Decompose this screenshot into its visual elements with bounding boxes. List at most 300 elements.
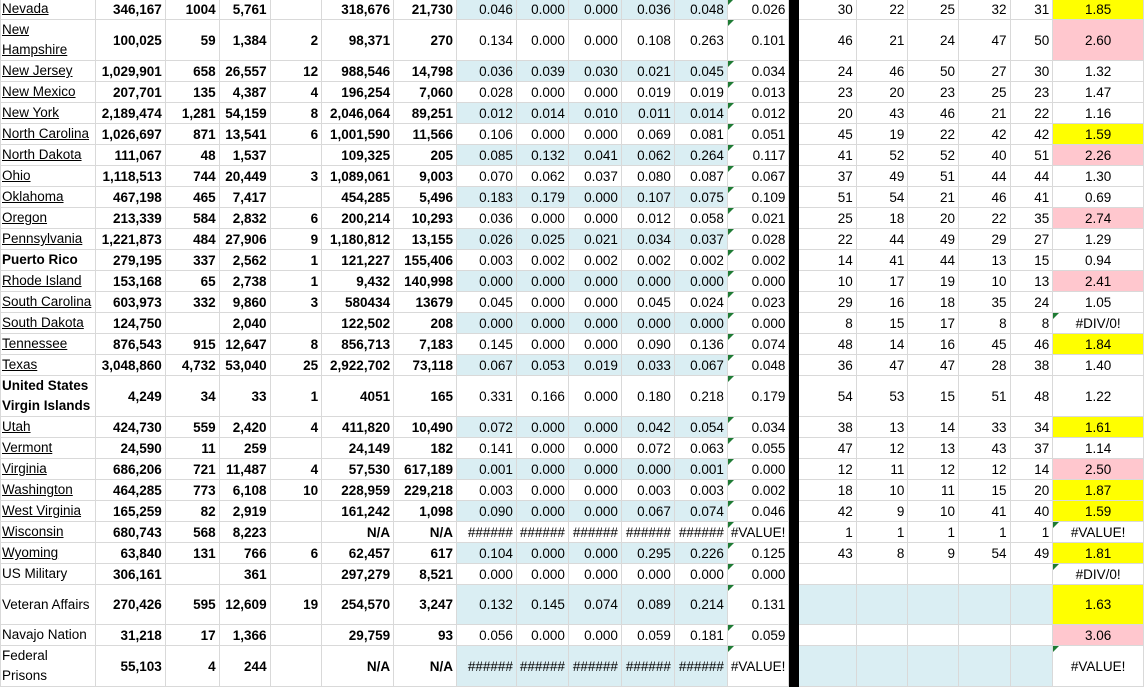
cell-ratio-2[interactable]: 0.145 xyxy=(516,585,568,625)
cell-c3[interactable]: 244 xyxy=(219,646,270,687)
cell-c3[interactable]: 54,159 xyxy=(219,103,270,124)
cell-rank-1[interactable] xyxy=(799,625,857,646)
cell-c5[interactable]: 1,180,812 xyxy=(322,229,394,250)
cell-c5[interactable]: 57,530 xyxy=(322,459,394,480)
cell-rank-1[interactable]: 10 xyxy=(799,271,857,292)
cell-score[interactable]: 1.14 xyxy=(1053,438,1144,459)
cell-rank-1[interactable]: 45 xyxy=(799,124,857,145)
cell-ratio-5[interactable]: 0.054 xyxy=(674,417,727,438)
cell-ratio-4[interactable]: 0.003 xyxy=(621,480,674,501)
cell-c6[interactable]: 9,003 xyxy=(394,166,457,187)
cell-c6[interactable]: 13,155 xyxy=(394,229,457,250)
cell-ratio-3[interactable]: 0.037 xyxy=(568,166,621,187)
cell-rank-2[interactable]: 47 xyxy=(856,355,908,376)
cell-rank-3[interactable]: 49 xyxy=(908,229,959,250)
cell-c6[interactable]: 182 xyxy=(394,438,457,459)
cell-c2[interactable]: 568 xyxy=(165,522,219,543)
cell-score[interactable]: 1.84 xyxy=(1053,334,1144,355)
cell-average[interactable]: 0.034 xyxy=(727,417,789,438)
cell-ratio-5[interactable]: 0.048 xyxy=(674,0,727,20)
cell-rank-5[interactable]: 35 xyxy=(1010,208,1053,229)
cell-ratio-4[interactable]: 0.089 xyxy=(621,585,674,625)
cell-c6[interactable]: 8,521 xyxy=(394,564,457,585)
cell-score[interactable]: #VALUE! xyxy=(1053,646,1144,687)
cell-ratio-1[interactable]: 0.145 xyxy=(456,334,516,355)
cell-ratio-5[interactable]: 0.214 xyxy=(674,585,727,625)
cell-rank-4[interactable]: 22 xyxy=(958,208,1010,229)
cell-ratio-3[interactable]: 0.000 xyxy=(568,20,621,61)
cell-c4[interactable] xyxy=(270,438,322,459)
cell-ratio-5[interactable]: 0.000 xyxy=(674,564,727,585)
cell-c3[interactable]: 27,906 xyxy=(219,229,270,250)
cell-ratio-1[interactable]: 0.000 xyxy=(456,564,516,585)
cell-c2[interactable]: 1004 xyxy=(165,0,219,20)
cell-rank-2[interactable]: 11 xyxy=(856,459,908,480)
cell-rank-2[interactable]: 53 xyxy=(856,376,908,417)
cell-rank-1[interactable] xyxy=(799,585,857,625)
cell-c2[interactable]: 721 xyxy=(165,459,219,480)
cell-ratio-3[interactable]: 0.010 xyxy=(568,103,621,124)
cell-c4[interactable]: 1 xyxy=(270,376,322,417)
cell-ratio-1[interactable]: 0.003 xyxy=(456,480,516,501)
cell-rank-4[interactable]: 46 xyxy=(958,187,1010,208)
cell-c5[interactable]: 580434 xyxy=(322,292,394,313)
cell-c4[interactable]: 12 xyxy=(270,61,322,82)
cell-c5[interactable]: 24,149 xyxy=(322,438,394,459)
cell-c1[interactable]: 55,103 xyxy=(95,646,165,687)
cell-rank-5[interactable]: 27 xyxy=(1010,229,1053,250)
cell-ratio-4[interactable]: 0.000 xyxy=(621,564,674,585)
cell-rank-1[interactable]: 8 xyxy=(799,313,857,334)
cell-ratio-1[interactable]: ###### xyxy=(456,646,516,687)
cell-ratio-3[interactable]: 0.000 xyxy=(568,271,621,292)
cell-average[interactable]: 0.021 xyxy=(727,208,789,229)
cell-rank-5[interactable]: 38 xyxy=(1010,355,1053,376)
cell-ratio-4[interactable]: 0.011 xyxy=(621,103,674,124)
cell-rank-4[interactable] xyxy=(958,564,1010,585)
cell-state-name[interactable]: New Hampshire xyxy=(1,20,96,61)
cell-c2[interactable]: 595 xyxy=(165,585,219,625)
cell-rank-4[interactable]: 8 xyxy=(958,313,1010,334)
cell-rank-3[interactable]: 21 xyxy=(908,187,959,208)
cell-c4[interactable]: 3 xyxy=(270,166,322,187)
cell-rank-2[interactable]: 19 xyxy=(856,124,908,145)
cell-average[interactable]: 0.013 xyxy=(727,82,789,103)
cell-c4[interactable] xyxy=(270,646,322,687)
cell-ratio-5[interactable]: 0.019 xyxy=(674,82,727,103)
cell-c1[interactable]: 2,189,474 xyxy=(95,103,165,124)
cell-rank-4[interactable] xyxy=(958,646,1010,687)
cell-ratio-2[interactable]: 0.000 xyxy=(516,438,568,459)
cell-c4[interactable] xyxy=(270,145,322,166)
cell-average[interactable]: 0.026 xyxy=(727,0,789,20)
cell-ratio-2[interactable]: 0.000 xyxy=(516,82,568,103)
cell-rank-5[interactable]: 1 xyxy=(1010,522,1053,543)
cell-rank-4[interactable]: 54 xyxy=(958,543,1010,564)
cell-c4[interactable]: 19 xyxy=(270,585,322,625)
cell-ratio-5[interactable]: 0.003 xyxy=(674,480,727,501)
cell-ratio-3[interactable]: 0.000 xyxy=(568,0,621,20)
cell-c3[interactable]: 2,919 xyxy=(219,501,270,522)
cell-c5[interactable]: 318,676 xyxy=(322,0,394,20)
cell-ratio-1[interactable]: 0.012 xyxy=(456,103,516,124)
cell-state-name[interactable]: Virginia xyxy=(1,459,96,480)
cell-c4[interactable] xyxy=(270,187,322,208)
cell-rank-1[interactable] xyxy=(799,646,857,687)
cell-rank-3[interactable]: 14 xyxy=(908,417,959,438)
cell-rank-3[interactable]: 23 xyxy=(908,82,959,103)
cell-ratio-4[interactable]: 0.107 xyxy=(621,187,674,208)
cell-ratio-3[interactable]: 0.000 xyxy=(568,208,621,229)
cell-ratio-4[interactable]: 0.059 xyxy=(621,625,674,646)
cell-rank-2[interactable]: 8 xyxy=(856,543,908,564)
cell-average[interactable]: #VALUE! xyxy=(727,522,789,543)
cell-ratio-3[interactable]: 0.000 xyxy=(568,292,621,313)
cell-rank-4[interactable]: 51 xyxy=(958,376,1010,417)
cell-ratio-5[interactable]: 0.087 xyxy=(674,166,727,187)
cell-c5[interactable]: 1,089,061 xyxy=(322,166,394,187)
cell-ratio-4[interactable]: 0.067 xyxy=(621,501,674,522)
cell-ratio-3[interactable]: 0.000 xyxy=(568,480,621,501)
cell-average[interactable]: 0.059 xyxy=(727,625,789,646)
cell-average[interactable]: 0.012 xyxy=(727,103,789,124)
cell-c6[interactable]: 617,189 xyxy=(394,459,457,480)
cell-rank-1[interactable]: 43 xyxy=(799,543,857,564)
cell-rank-1[interactable]: 38 xyxy=(799,417,857,438)
cell-ratio-2[interactable]: 0.025 xyxy=(516,229,568,250)
cell-rank-3[interactable]: 18 xyxy=(908,292,959,313)
cell-c1[interactable]: 165,259 xyxy=(95,501,165,522)
cell-ratio-3[interactable]: 0.000 xyxy=(568,313,621,334)
cell-state-name[interactable]: New York xyxy=(1,103,96,124)
cell-rank-5[interactable]: 31 xyxy=(1010,0,1053,20)
cell-c3[interactable]: 1,384 xyxy=(219,20,270,61)
cell-rank-3[interactable]: 24 xyxy=(908,20,959,61)
cell-ratio-1[interactable]: 0.134 xyxy=(456,20,516,61)
cell-average[interactable]: 0.074 xyxy=(727,334,789,355)
cell-c3[interactable]: 13,541 xyxy=(219,124,270,145)
cell-rank-3[interactable]: 52 xyxy=(908,145,959,166)
cell-ratio-1[interactable]: 0.000 xyxy=(456,313,516,334)
cell-state-name[interactable]: Veteran Affairs xyxy=(1,585,96,625)
cell-c1[interactable]: 346,167 xyxy=(95,0,165,20)
cell-average[interactable]: 0.000 xyxy=(727,313,789,334)
cell-c5[interactable]: 2,922,702 xyxy=(322,355,394,376)
cell-c3[interactable]: 53,040 xyxy=(219,355,270,376)
cell-score[interactable]: 1.47 xyxy=(1053,82,1144,103)
cell-rank-2[interactable]: 54 xyxy=(856,187,908,208)
cell-c6[interactable]: 93 xyxy=(394,625,457,646)
cell-c5[interactable]: N/A xyxy=(322,646,394,687)
cell-rank-3[interactable]: 17 xyxy=(908,313,959,334)
cell-ratio-3[interactable]: 0.000 xyxy=(568,187,621,208)
cell-ratio-1[interactable]: 0.026 xyxy=(456,229,516,250)
cell-ratio-5[interactable]: 0.074 xyxy=(674,501,727,522)
cell-average[interactable]: 0.000 xyxy=(727,271,789,292)
cell-ratio-4[interactable]: 0.021 xyxy=(621,61,674,82)
cell-ratio-5[interactable]: 0.045 xyxy=(674,61,727,82)
cell-ratio-3[interactable]: 0.000 xyxy=(568,501,621,522)
cell-ratio-1[interactable]: 0.106 xyxy=(456,124,516,145)
cell-rank-4[interactable]: 13 xyxy=(958,250,1010,271)
cell-rank-2[interactable] xyxy=(856,564,908,585)
cell-c6[interactable]: 73,118 xyxy=(394,355,457,376)
cell-ratio-3[interactable]: ###### xyxy=(568,646,621,687)
cell-rank-1[interactable]: 48 xyxy=(799,334,857,355)
cell-c3[interactable]: 259 xyxy=(219,438,270,459)
cell-average[interactable]: 0.000 xyxy=(727,564,789,585)
cell-ratio-1[interactable]: 0.072 xyxy=(456,417,516,438)
cell-ratio-4[interactable]: ###### xyxy=(621,646,674,687)
cell-ratio-3[interactable]: 0.030 xyxy=(568,61,621,82)
cell-rank-3[interactable]: 20 xyxy=(908,208,959,229)
cell-average[interactable]: 0.051 xyxy=(727,124,789,145)
cell-score[interactable]: 1.59 xyxy=(1053,501,1144,522)
cell-ratio-3[interactable]: 0.019 xyxy=(568,355,621,376)
cell-ratio-5[interactable]: 0.181 xyxy=(674,625,727,646)
cell-rank-5[interactable]: 24 xyxy=(1010,292,1053,313)
cell-ratio-1[interactable]: 0.331 xyxy=(456,376,516,417)
cell-ratio-3[interactable]: 0.000 xyxy=(568,376,621,417)
cell-ratio-3[interactable]: 0.021 xyxy=(568,229,621,250)
cell-c1[interactable]: 279,195 xyxy=(95,250,165,271)
cell-rank-1[interactable]: 18 xyxy=(799,480,857,501)
cell-ratio-2[interactable]: ###### xyxy=(516,646,568,687)
cell-c3[interactable]: 5,761 xyxy=(219,0,270,20)
cell-rank-4[interactable]: 40 xyxy=(958,145,1010,166)
cell-c6[interactable]: 7,060 xyxy=(394,82,457,103)
cell-c5[interactable]: 98,371 xyxy=(322,20,394,61)
cell-state-name[interactable]: Ohio xyxy=(1,166,96,187)
cell-ratio-5[interactable]: 0.014 xyxy=(674,103,727,124)
cell-rank-5[interactable]: 48 xyxy=(1010,376,1053,417)
cell-rank-2[interactable]: 49 xyxy=(856,166,908,187)
cell-c1[interactable]: 424,730 xyxy=(95,417,165,438)
cell-rank-1[interactable]: 22 xyxy=(799,229,857,250)
cell-average[interactable]: 0.055 xyxy=(727,438,789,459)
cell-ratio-1[interactable]: 0.046 xyxy=(456,0,516,20)
cell-rank-2[interactable]: 46 xyxy=(856,61,908,82)
cell-rank-4[interactable]: 1 xyxy=(958,522,1010,543)
cell-c1[interactable]: 603,973 xyxy=(95,292,165,313)
cell-c3[interactable]: 11,487 xyxy=(219,459,270,480)
cell-rank-4[interactable]: 25 xyxy=(958,82,1010,103)
cell-ratio-3[interactable]: 0.000 xyxy=(568,334,621,355)
cell-ratio-5[interactable]: 0.264 xyxy=(674,145,727,166)
cell-c2[interactable]: 559 xyxy=(165,417,219,438)
cell-state-name[interactable]: US Military xyxy=(1,564,96,585)
cell-c1[interactable]: 207,701 xyxy=(95,82,165,103)
cell-c1[interactable]: 124,750 xyxy=(95,313,165,334)
cell-average[interactable]: 0.034 xyxy=(727,61,789,82)
cell-ratio-4[interactable]: ###### xyxy=(621,522,674,543)
cell-ratio-2[interactable]: 0.000 xyxy=(516,501,568,522)
cell-ratio-3[interactable]: 0.074 xyxy=(568,585,621,625)
cell-c2[interactable]: 4 xyxy=(165,646,219,687)
cell-score[interactable]: 1.40 xyxy=(1053,355,1144,376)
cell-rank-4[interactable]: 28 xyxy=(958,355,1010,376)
cell-ratio-4[interactable]: 0.034 xyxy=(621,229,674,250)
cell-rank-1[interactable]: 12 xyxy=(799,459,857,480)
cell-ratio-1[interactable]: 0.183 xyxy=(456,187,516,208)
cell-rank-2[interactable] xyxy=(856,625,908,646)
cell-c6[interactable]: 208 xyxy=(394,313,457,334)
cell-c2[interactable]: 135 xyxy=(165,82,219,103)
cell-ratio-1[interactable]: 0.036 xyxy=(456,61,516,82)
cell-rank-4[interactable]: 21 xyxy=(958,103,1010,124)
cell-c2[interactable]: 658 xyxy=(165,61,219,82)
cell-c4[interactable]: 25 xyxy=(270,355,322,376)
cell-state-name[interactable]: Wisconsin xyxy=(1,522,96,543)
cell-ratio-5[interactable]: 0.001 xyxy=(674,459,727,480)
cell-c6[interactable]: 10,490 xyxy=(394,417,457,438)
cell-ratio-1[interactable]: 0.070 xyxy=(456,166,516,187)
cell-c6[interactable]: 10,293 xyxy=(394,208,457,229)
cell-ratio-2[interactable]: 0.002 xyxy=(516,250,568,271)
cell-ratio-3[interactable]: 0.000 xyxy=(568,438,621,459)
cell-c2[interactable]: 4,732 xyxy=(165,355,219,376)
cell-ratio-5[interactable]: 0.037 xyxy=(674,229,727,250)
cell-ratio-4[interactable]: 0.000 xyxy=(621,459,674,480)
cell-score[interactable]: 2.60 xyxy=(1053,20,1144,61)
cell-rank-1[interactable]: 42 xyxy=(799,501,857,522)
cell-score[interactable]: 1.85 xyxy=(1053,0,1144,20)
cell-average[interactable]: 0.023 xyxy=(727,292,789,313)
cell-ratio-2[interactable]: 0.000 xyxy=(516,459,568,480)
cell-ratio-1[interactable]: 0.028 xyxy=(456,82,516,103)
cell-ratio-3[interactable]: 0.000 xyxy=(568,459,621,480)
cell-rank-3[interactable]: 50 xyxy=(908,61,959,82)
cell-ratio-5[interactable]: 0.063 xyxy=(674,438,727,459)
cell-ratio-3[interactable]: 0.000 xyxy=(568,543,621,564)
cell-rank-5[interactable] xyxy=(1010,585,1053,625)
cell-state-name[interactable]: Texas xyxy=(1,355,96,376)
cell-c3[interactable]: 2,040 xyxy=(219,313,270,334)
cell-c4[interactable] xyxy=(270,0,322,20)
cell-ratio-1[interactable]: 0.003 xyxy=(456,250,516,271)
cell-rank-2[interactable]: 41 xyxy=(856,250,908,271)
cell-c2[interactable] xyxy=(165,564,219,585)
cell-c4[interactable]: 3 xyxy=(270,292,322,313)
cell-rank-4[interactable]: 41 xyxy=(958,501,1010,522)
cell-ratio-4[interactable]: 0.033 xyxy=(621,355,674,376)
cell-ratio-4[interactable]: 0.069 xyxy=(621,124,674,145)
cell-average[interactable]: 0.067 xyxy=(727,166,789,187)
cell-rank-2[interactable]: 1 xyxy=(856,522,908,543)
cell-ratio-1[interactable]: 0.000 xyxy=(456,271,516,292)
cell-c4[interactable] xyxy=(270,313,322,334)
cell-rank-5[interactable]: 30 xyxy=(1010,61,1053,82)
cell-c6[interactable]: 165 xyxy=(394,376,457,417)
cell-ratio-4[interactable]: 0.000 xyxy=(621,271,674,292)
cell-state-name[interactable]: Puerto Rico xyxy=(1,250,96,271)
cell-average[interactable]: 0.002 xyxy=(727,250,789,271)
cell-c3[interactable]: 26,557 xyxy=(219,61,270,82)
cell-ratio-4[interactable]: 0.042 xyxy=(621,417,674,438)
cell-rank-3[interactable]: 25 xyxy=(908,0,959,20)
cell-ratio-2[interactable]: 0.000 xyxy=(516,417,568,438)
cell-rank-1[interactable]: 20 xyxy=(799,103,857,124)
cell-score[interactable]: 0.94 xyxy=(1053,250,1144,271)
cell-rank-2[interactable]: 52 xyxy=(856,145,908,166)
cell-c1[interactable]: 24,590 xyxy=(95,438,165,459)
cell-c3[interactable]: 2,562 xyxy=(219,250,270,271)
cell-rank-1[interactable]: 47 xyxy=(799,438,857,459)
cell-ratio-2[interactable]: 0.000 xyxy=(516,292,568,313)
cell-score[interactable]: 1.30 xyxy=(1053,166,1144,187)
cell-ratio-1[interactable]: 0.104 xyxy=(456,543,516,564)
cell-rank-5[interactable]: 22 xyxy=(1010,103,1053,124)
cell-rank-3[interactable]: 22 xyxy=(908,124,959,145)
cell-rank-5[interactable]: 20 xyxy=(1010,480,1053,501)
cell-ratio-3[interactable]: 0.000 xyxy=(568,625,621,646)
cell-c2[interactable]: 82 xyxy=(165,501,219,522)
cell-rank-3[interactable] xyxy=(908,646,959,687)
cell-c3[interactable]: 4,387 xyxy=(219,82,270,103)
cell-c1[interactable]: 63,840 xyxy=(95,543,165,564)
cell-rank-5[interactable]: 42 xyxy=(1010,124,1053,145)
cell-c6[interactable]: N/A xyxy=(394,646,457,687)
cell-c5[interactable]: 2,046,064 xyxy=(322,103,394,124)
cell-rank-2[interactable]: 16 xyxy=(856,292,908,313)
cell-rank-5[interactable]: 8 xyxy=(1010,313,1053,334)
cell-c5[interactable]: 200,214 xyxy=(322,208,394,229)
cell-c6[interactable]: 89,251 xyxy=(394,103,457,124)
cell-average[interactable]: 0.101 xyxy=(727,20,789,61)
cell-ratio-4[interactable]: 0.002 xyxy=(621,250,674,271)
cell-c3[interactable]: 6,108 xyxy=(219,480,270,501)
cell-rank-4[interactable]: 29 xyxy=(958,229,1010,250)
cell-c5[interactable]: 122,502 xyxy=(322,313,394,334)
cell-c2[interactable]: 915 xyxy=(165,334,219,355)
cell-ratio-5[interactable]: 0.024 xyxy=(674,292,727,313)
cell-ratio-1[interactable]: 0.141 xyxy=(456,438,516,459)
cell-c5[interactable]: 121,227 xyxy=(322,250,394,271)
cell-rank-2[interactable]: 17 xyxy=(856,271,908,292)
cell-rank-1[interactable]: 54 xyxy=(799,376,857,417)
cell-rank-3[interactable]: 47 xyxy=(908,355,959,376)
cell-rank-1[interactable]: 37 xyxy=(799,166,857,187)
cell-ratio-4[interactable]: 0.019 xyxy=(621,82,674,103)
cell-ratio-2[interactable]: 0.000 xyxy=(516,334,568,355)
cell-average[interactable]: 0.117 xyxy=(727,145,789,166)
cell-ratio-2[interactable]: ###### xyxy=(516,522,568,543)
cell-rank-3[interactable]: 46 xyxy=(908,103,959,124)
cell-ratio-5[interactable]: 0.002 xyxy=(674,250,727,271)
cell-c6[interactable]: 205 xyxy=(394,145,457,166)
cell-rank-4[interactable]: 44 xyxy=(958,166,1010,187)
cell-rank-4[interactable]: 45 xyxy=(958,334,1010,355)
cell-c5[interactable]: 196,254 xyxy=(322,82,394,103)
cell-rank-4[interactable] xyxy=(958,625,1010,646)
cell-c3[interactable]: 33 xyxy=(219,376,270,417)
cell-score[interactable]: 3.06 xyxy=(1053,625,1144,646)
cell-state-name[interactable]: Tennessee xyxy=(1,334,96,355)
cell-ratio-4[interactable]: 0.080 xyxy=(621,166,674,187)
cell-c2[interactable]: 65 xyxy=(165,271,219,292)
cell-ratio-1[interactable]: 0.132 xyxy=(456,585,516,625)
cell-c2[interactable]: 34 xyxy=(165,376,219,417)
cell-ratio-4[interactable]: 0.180 xyxy=(621,376,674,417)
cell-rank-1[interactable]: 41 xyxy=(799,145,857,166)
cell-c2[interactable]: 465 xyxy=(165,187,219,208)
cell-score[interactable]: 1.29 xyxy=(1053,229,1144,250)
cell-c4[interactable] xyxy=(270,501,322,522)
cell-c1[interactable]: 686,206 xyxy=(95,459,165,480)
cell-ratio-5[interactable]: 0.218 xyxy=(674,376,727,417)
cell-rank-3[interactable]: 9 xyxy=(908,543,959,564)
cell-score[interactable]: 1.87 xyxy=(1053,480,1144,501)
